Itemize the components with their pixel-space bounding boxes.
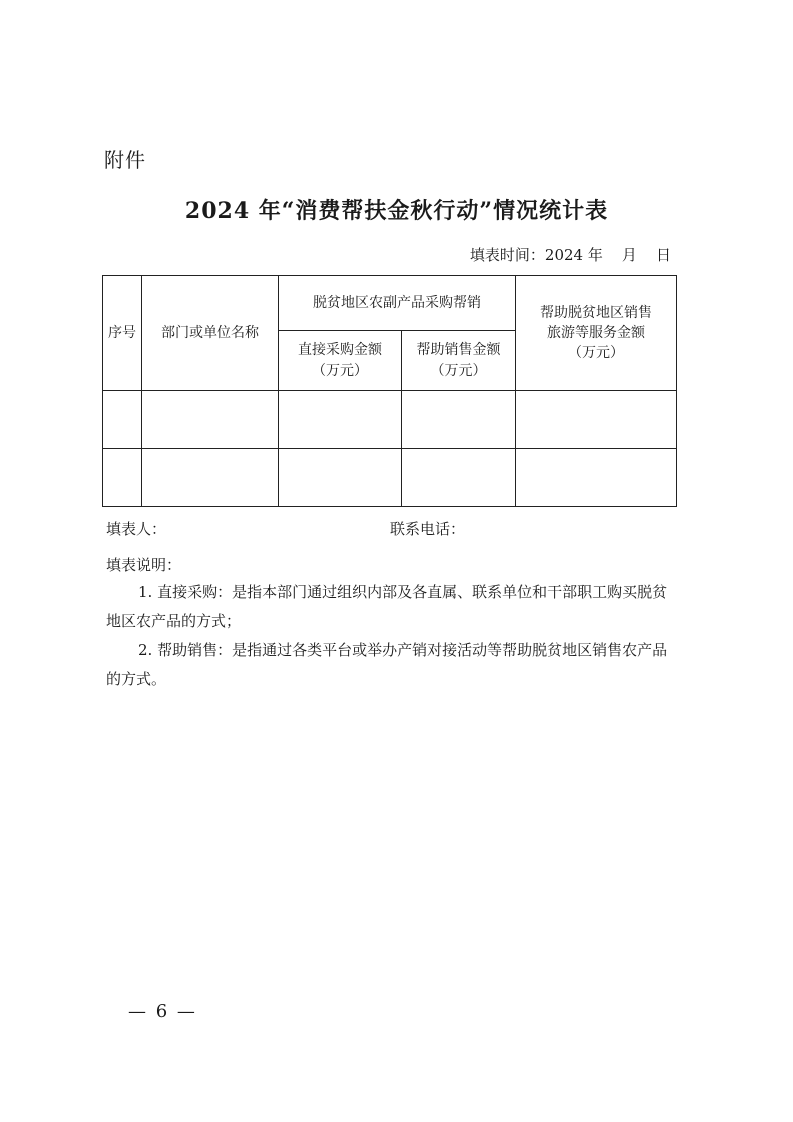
header-unit-name: 部门或单位名称	[142, 276, 279, 391]
header-tourism-unit: （万元）	[568, 345, 624, 362]
header-help-label: 帮助销售金额	[416, 342, 501, 359]
header-direct-purchase	[279, 331, 402, 391]
table-row	[103, 391, 677, 449]
header-help-sales	[402, 331, 516, 391]
attachment-label: 附件	[104, 148, 146, 172]
table-cell	[142, 449, 279, 507]
header-direct-unit: （万元）	[312, 362, 368, 379]
header-seq: 序号	[103, 276, 142, 391]
header-tourism-amount	[516, 276, 677, 391]
table-cell	[402, 449, 516, 507]
table-cell	[402, 391, 516, 449]
table-cell	[142, 391, 279, 449]
header-help-unit: （万元）	[430, 362, 487, 379]
header-direct-label: 直接采购金额	[298, 342, 382, 359]
table-header-row	[103, 276, 677, 331]
table-cell	[516, 449, 677, 507]
phone-label: 联系电话：	[390, 520, 466, 538]
notes-title: 填表说明：	[106, 556, 182, 574]
table-cell	[516, 391, 677, 449]
table-row	[103, 449, 677, 507]
table-cell	[103, 391, 142, 449]
header-tourism-line2: 旅游等服务金额	[547, 324, 645, 341]
page-title: 2024 年“消费帮扶金秋行动”情况统计表	[184, 198, 609, 224]
header-tourism-line1: 帮助脱贫地区销售	[540, 304, 652, 321]
table-cell	[279, 449, 402, 507]
table-cell	[279, 391, 402, 449]
table-cell	[103, 449, 142, 507]
page-number: — 6 —	[128, 1001, 197, 1022]
filler-label: 填表人：	[106, 520, 167, 538]
header-purchase-group: 脱贫地区农副产品采购帮销	[279, 276, 516, 331]
note-item-direct-purchase: 1. 直接采购：是指本部门通过组织内部及各直属、联系单位和干部职工购买脱贫地区农产品的方式；	[106, 583, 668, 630]
statistics-table	[102, 275, 677, 507]
fill-time: 填表时间：2024 年 月 日	[469, 246, 671, 264]
note-item-help-sales: 2. 帮助销售：是指通过各类平台或举办产销对接活动等帮助脱贫地区销售农产品的方式。	[106, 641, 668, 688]
